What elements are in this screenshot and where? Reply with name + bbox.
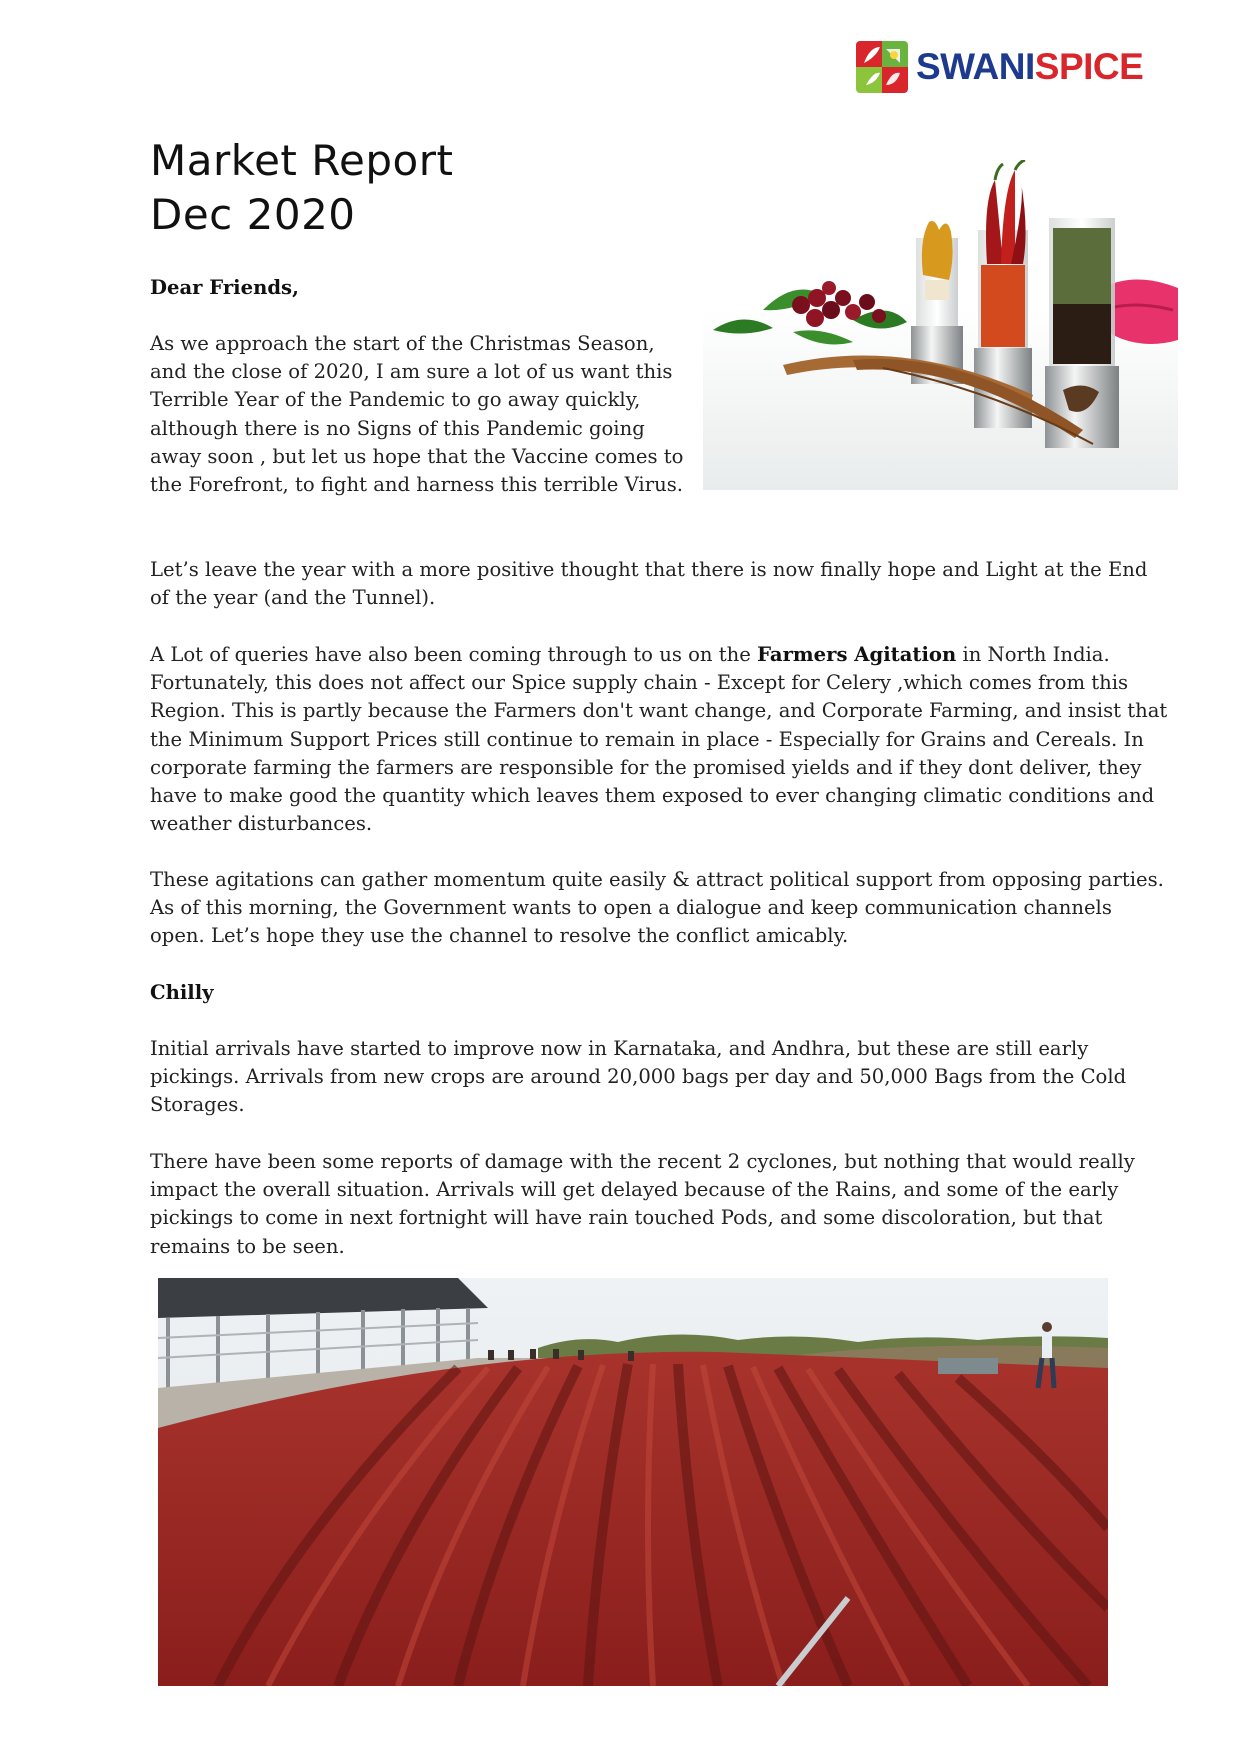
brand-name: SWANISPICE bbox=[916, 46, 1144, 87]
spices-photo bbox=[703, 160, 1178, 490]
brand-logo bbox=[856, 38, 1186, 96]
agitation-momentum-paragraph: These agitations can gather momentum quite easily & attract political support from opposing parties. As of this morning, the Government wants to open a dialogue and keep communication channels open. Let’s hope they use the channel to resolve the conflict amicably. bbox=[150, 868, 1164, 948]
greeting: Dear Friends, bbox=[150, 276, 299, 299]
chilly-drying-field-photo bbox=[158, 1278, 1108, 1686]
chilly-arrivals-paragraph: Initial arrivals have started to improve now in Karnataka, and Andhra, but these are still early pickings. Arrivals from new crops are around 20,000 bags per day and 50,000 Bags from the Cold Storages. bbox=[150, 1037, 1127, 1117]
farmers-agitation-paragraph: A Lot of queries have also been coming through to us on the Farmers Agitation in North India. Fortunately, this does not affect our Spice supply chain - Except for Celery ,which comes from this Region. This is partly because the Farmers don't want change, and Corporate Farming, and insist that the Minimum Support Prices still continue to remain in place - Especially for Grains and Cereals. In corporate farming the farmers are responsible for the promised yields and if they dont deliver, they have to make good the quantity which leaves them exposed to ever changing climatic conditions and weather disturbances. bbox=[150, 643, 1168, 836]
spice-leaf-icon bbox=[856, 41, 908, 93]
section-heading-chilly: Chilly bbox=[150, 981, 214, 1004]
chilly-cyclone-paragraph: There have been some reports of damage with the recent 2 cyclones, but nothing that would really impact the overall situation. Arrivals will get delayed because of the Rains, and some of the early pickings to come in next fortnight will have rain touched Pods, and some discoloration, but that remains to be seen. bbox=[150, 1150, 1135, 1258]
title-line-1: Market Report bbox=[150, 136, 454, 185]
positive-thought-paragraph: Let’s leave the year with a more positive thought that there is now finally hope and Light at the End of the year (and the Tunnel). bbox=[150, 558, 1148, 610]
farmers-agitation-term: Farmers Agitation bbox=[757, 643, 957, 666]
title-line-2: Dec 2020 bbox=[150, 190, 356, 239]
intro-paragraph: As we approach the start of the Christmas Season, and the close of 2020, I am sure a lot of us want this Terrible Year of the Pandemic to go away quickly, although there is no Signs of this Pandemic going away soon , but let us hope that the Vaccine comes to the Forefront, to fight and harness this terrible Virus. bbox=[150, 332, 684, 497]
page-title bbox=[150, 134, 453, 242]
